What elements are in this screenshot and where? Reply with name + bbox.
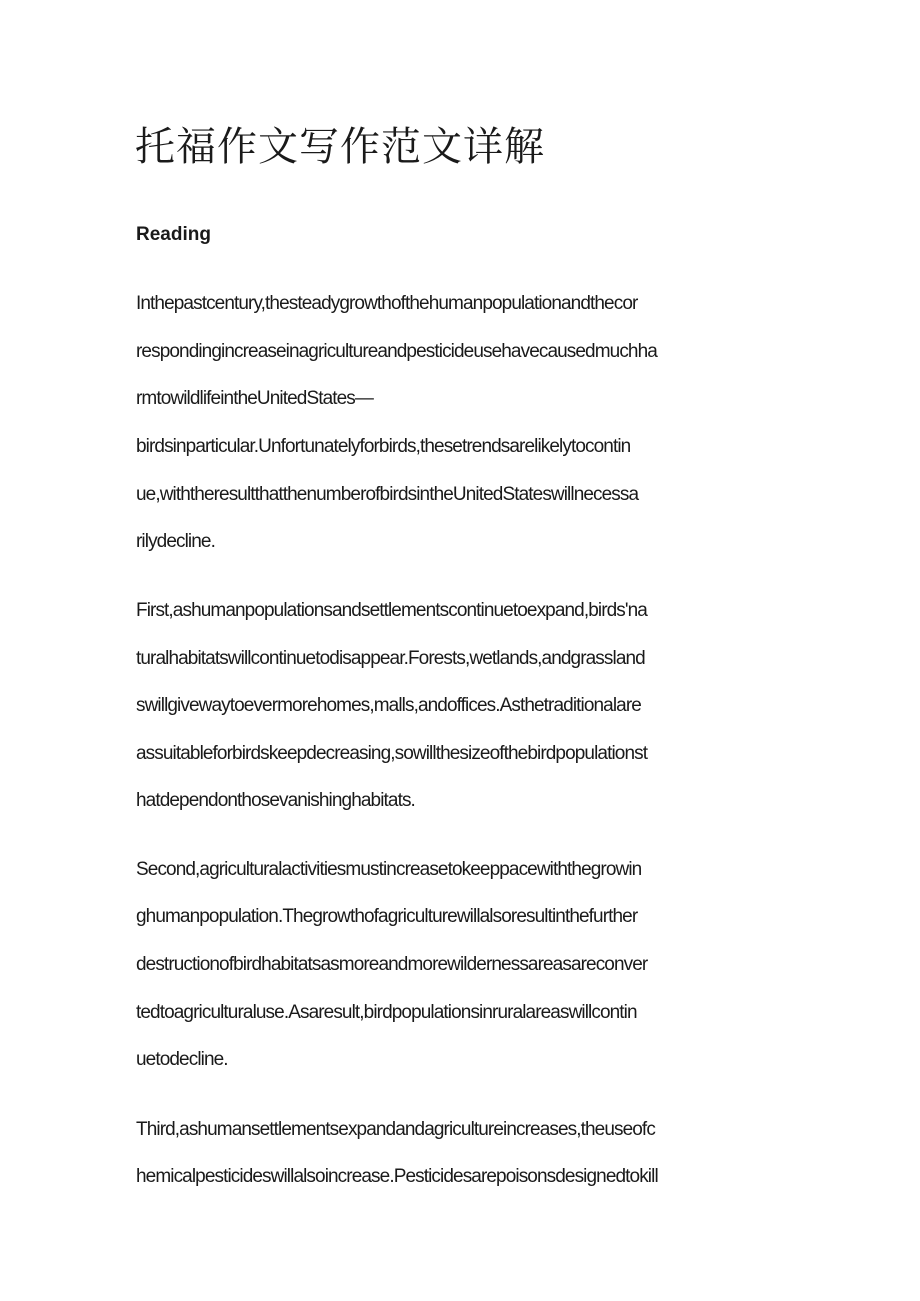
paragraph-line: First,ashumanpopulationsandsettlementscontinuetoexpand,birds'na <box>136 600 647 621</box>
paragraph-line: hemicalpesticideswillalsoincrease.Pesticidesarepoisonsdesignedtokill <box>136 1166 658 1187</box>
paragraph-line: Second,agriculturalactivitiesmustincreasetokeeppacewiththegrowin <box>136 859 642 880</box>
paragraph-line: Third,ashumansettlementsexpandandagricultureincreases,theuseofc <box>136 1119 655 1140</box>
paragraph-line: ue,withtheresultthatthenumberofbirdsintheUnitedStateswillnecessa <box>136 484 639 505</box>
paragraph-line: ghumanpopulation.Thegrowthofagriculturewillalsoresultinthefurther <box>136 906 638 927</box>
paragraph-line: rilydecline. <box>136 531 215 552</box>
paragraph-line: swillgivewaytoevermorehomes,malls,andoffices.Asthetraditionalare <box>136 695 641 716</box>
paragraph-line: destructionofbirdhabitatsasmoreandmorewildernessareasareconver <box>136 954 648 975</box>
paragraph-line: rmtowildlifeintheUnitedStates— <box>136 388 374 409</box>
paragraph-line: tedtoagriculturaluse.Asaresult,birdpopulationsinruralareaswillcontin <box>136 1002 637 1023</box>
document-title: 托福作文写作范文详解 <box>135 124 545 170</box>
paragraph-line: Inthepastcentury,thesteadygrowthofthehumanpopulationandthecor <box>136 293 638 314</box>
paragraph-line: uetodecline. <box>136 1049 228 1070</box>
paragraph-line: birdsinparticular.Unfortunatelyforbirds,thesetrendsarelikelytocontin <box>136 436 631 457</box>
paragraph-line: turalhabitatswillcontinuetodisappear.Forests,wetlands,andgrassland <box>136 648 645 669</box>
section-heading-reading: Reading <box>136 224 211 245</box>
paragraph-line: hatdependonthosevanishinghabitats. <box>136 790 415 811</box>
paragraph-line: respondingincreaseinagricultureandpesticideusehavecausedmuchha <box>136 341 657 362</box>
paragraph-line: assuitableforbirdskeepdecreasing,sowillthesizeofthebirdpopulationst <box>136 743 648 764</box>
